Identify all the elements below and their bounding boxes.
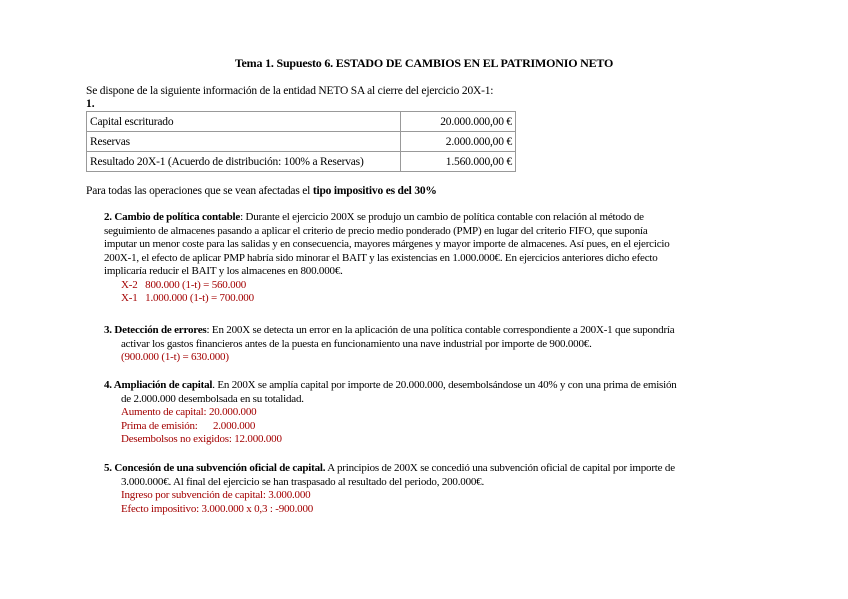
tax-note-text: Para todas las operaciones que se vean afectadas el [86, 185, 313, 197]
item-line: : Durante el ejercicio 200X se produjo un cambio de política contable con relación al método de [240, 211, 644, 223]
table-row [87, 152, 516, 172]
row-label: Reservas [87, 132, 401, 152]
item-capital-increase [104, 379, 764, 447]
answer-line: X-1 1.000.000 (1-t) = 700.000 [121, 292, 254, 304]
item-line: . En 200X se amplía capital por importe de 20.000.000, desembolsándose un 40% y con una prima de emisión [212, 379, 677, 391]
answer-line: Prima de emisión: 2.000.000 [121, 419, 256, 432]
row-amount: 20.000.000,00 € [401, 112, 516, 132]
answer-line: Aumento de capital: 20.000.000 [121, 406, 257, 418]
item-line: seguimiento de almacenes pasando a aplicar el criterio de precio medio ponderado (PMP) en lugar del criterio FIFO, que suponía [104, 224, 648, 237]
title-rest: ESTADO DE CAMBIOS EN EL PATRIMONIO NETO [332, 56, 614, 70]
item-line: implicaría reducir el BAIT y los almacenes en 800.000€. [104, 265, 343, 277]
item-text [104, 324, 764, 338]
answer-line: Efecto impositivo: 3.000.000 x 0,3 : -900.000 [121, 502, 314, 515]
item-line: 3.000.000€. Al final del ejercicio se han traspasado al resultado del periodo, 200.000€. [121, 475, 485, 488]
table-row [87, 132, 516, 152]
row-amount: 2.000.000,00 € [401, 132, 516, 152]
item-heading: 4. Ampliación de capital [104, 379, 213, 391]
item-grant [104, 462, 764, 516]
item-text [104, 462, 764, 476]
table-row [87, 112, 516, 132]
tax-note-bold: tipo impositivo [312, 185, 384, 197]
item-heading: 3. Detección de errores [104, 324, 207, 336]
item-line: imputar un menor coste para las salidas y en consecuencia, mayores márgenes y mayor importe de almacenes. Así pues, en el ejercicio [104, 238, 670, 250]
row-amount: 1.560.000,00 € [401, 152, 516, 172]
tax-note-rate: es del 30% [383, 185, 437, 197]
item-text [104, 211, 764, 225]
item-heading: 5. Concesión de una subvención oficial de capital. [104, 462, 326, 474]
item-line: A principios de 200X se concedió una subvención oficial de capital por importe de [325, 462, 675, 474]
title-prefix: Tema 1. Supuesto 6. [234, 56, 333, 70]
item-line: activar los gastos financieros antes de la puesta en funcionamiento una nave industrial por importe de 900.000€. [121, 337, 592, 350]
item-line: 200X-1, el efecto de aplicar PMP habría sido minorar el BAIT y las existencias en 1.000.000€. En ejercicios anteriores dicho efecto [104, 251, 658, 264]
row-label: Resultado 20X-1 (Acuerdo de distribución: 100% a Reservas) [87, 152, 401, 172]
intro-text: Se dispone de la siguiente información de la entidad NETO SA al cierre del ejercicio 20X-1: [86, 85, 494, 97]
document-title [0, 56, 848, 71]
answer-line: X-2 800.000 (1-t) = 560.000 [121, 278, 247, 291]
row-label: Capital escriturado [87, 112, 401, 132]
item-line: de 2.000.000 desembolsada en su totalidad. [121, 392, 304, 405]
section-1-number: 1. [86, 98, 95, 110]
answer-line: Ingreso por subvención de capital: 3.000.000 [121, 489, 311, 501]
answer-line: Desembolsos no exigidos: 12.000.000 [121, 433, 282, 445]
item-error-detection [104, 324, 764, 365]
tax-note [86, 185, 437, 197]
equity-table [86, 111, 516, 172]
item-line: : En 200X se detecta un error en la aplicación de una política contable correspondiente a 200X-1 que supondría [206, 324, 675, 336]
item-text [104, 379, 764, 393]
item-heading: 2. Cambio de política contable [104, 211, 241, 223]
item-policy-change [104, 211, 764, 306]
answer-line: (900.000 (1-t) = 630.000) [121, 351, 229, 363]
